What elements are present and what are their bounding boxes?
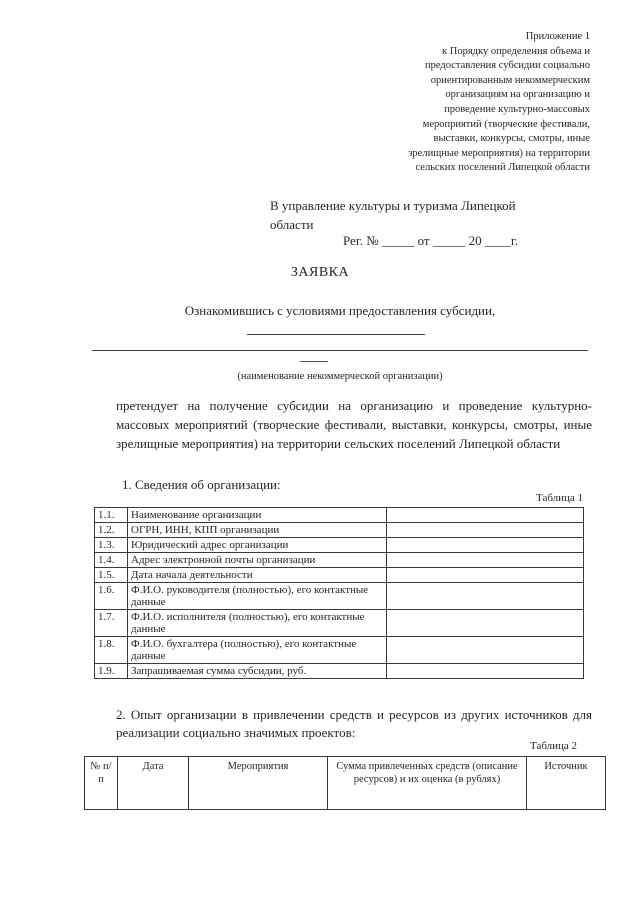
appendix-line: проведение культурно-массовых — [444, 103, 590, 115]
appendix-line: сельских поселений Липецкой области — [415, 162, 590, 174]
body-paragraph: претендует на получение субсидии на организацию и проведение культурно-массовых мероприятий (творческие фестивали, выставки, конкурсы, смотры, иные зрелищные мероприятия) на территории сельских поселений Липецкой области — [116, 398, 592, 451]
appendix-line: Приложение 1 — [525, 31, 590, 42]
appendix-line: организациям на организацию и — [445, 89, 590, 101]
appendix-line: ориентированным некоммерческим — [430, 74, 590, 86]
row-label: Ф.И.О. руководителя (полностью), его контактные данные — [128, 583, 387, 610]
table-header-row — [85, 757, 606, 810]
table2-label: Таблица 2 — [530, 740, 578, 752]
table-row — [95, 568, 584, 583]
row-label: Адрес электронной почты организации — [128, 553, 387, 568]
row-value-cell — [387, 553, 584, 568]
row-number: 1.6. — [95, 583, 128, 610]
addressee-line1: В управление культуры и туризма Липецкой — [270, 198, 516, 213]
row-label: Юридический адрес организации — [128, 538, 387, 553]
header-funds: Сумма привлеченных средств (описание ресурсов) и их оценка (в рублях) — [328, 757, 527, 810]
divider-mark — [300, 361, 328, 362]
appendix-line: выставки, конкурсы, смотры, иные — [433, 133, 590, 145]
row-number: 1.5. — [95, 568, 128, 583]
organization-info-table — [94, 507, 584, 679]
table-row — [95, 553, 584, 568]
row-value-cell — [387, 610, 584, 637]
row-value-cell — [387, 568, 584, 583]
table-row — [95, 664, 584, 679]
experience-table — [84, 756, 606, 810]
table-row — [95, 523, 584, 538]
row-label: ОГРН, ИНН, КПП организации — [128, 523, 387, 538]
section1-heading: 1. Сведения об организации: — [122, 477, 281, 492]
row-value-cell — [387, 637, 584, 664]
row-number: 1.9. — [95, 664, 128, 679]
header-number: № п/п — [85, 757, 118, 810]
fill-line-short — [247, 334, 425, 335]
addressee — [270, 196, 590, 234]
row-label: Ф.И.О. исполнителя (полностью), его контактные данные — [128, 610, 387, 637]
row-label: Запрашиваемая сумма субсидии, руб. — [128, 664, 387, 679]
appendix-line: зрелищные мероприятия) на территории — [408, 147, 590, 159]
row-value-cell — [387, 583, 584, 610]
fill-line-organization — [92, 350, 588, 351]
table-row — [95, 637, 584, 664]
table-row — [95, 538, 584, 553]
row-value-cell — [387, 523, 584, 538]
appendix-line: к Порядку определения объема и — [442, 45, 590, 57]
section2-heading: 2. Опыт организации в привлечении средств и ресурсов из других источников для реализации социально значимых проектов: — [116, 707, 592, 740]
table-row — [95, 610, 584, 637]
appendix-block — [368, 30, 590, 176]
appendix-line: предоставления субсидии социально — [425, 60, 590, 72]
intro-text: Ознакомившись с условиями предоставления субсидии, — [184, 303, 496, 318]
header-events: Мероприятия — [189, 757, 328, 810]
row-number: 1.1. — [95, 508, 128, 523]
row-number: 1.3. — [95, 538, 128, 553]
addressee-line2: области — [270, 217, 314, 232]
row-label: Наименование организации — [128, 508, 387, 523]
organization-caption: (наименование некоммерческой организации) — [237, 371, 443, 382]
registration-line: Рег. № _____ от _____ 20 ____г. — [343, 233, 518, 248]
table-row — [95, 583, 584, 610]
table-row — [95, 508, 584, 523]
row-value-cell — [387, 508, 584, 523]
row-label: Дата начала деятельности — [128, 568, 387, 583]
row-number: 1.2. — [95, 523, 128, 538]
appendix-line: мероприятий (творческие фестивали, — [422, 118, 590, 130]
table1-label: Таблица 1 — [536, 492, 584, 504]
header-date: Дата — [118, 757, 189, 810]
row-number: 1.7. — [95, 610, 128, 637]
row-number: 1.4. — [95, 553, 128, 568]
row-label: Ф.И.О. бухгалтера (полностью), его контактные данные — [128, 637, 387, 664]
document-title: ЗАЯВКА — [290, 265, 350, 280]
row-number: 1.8. — [95, 637, 128, 664]
row-value-cell — [387, 538, 584, 553]
header-source: Источник — [527, 757, 606, 810]
row-value-cell — [387, 664, 584, 679]
